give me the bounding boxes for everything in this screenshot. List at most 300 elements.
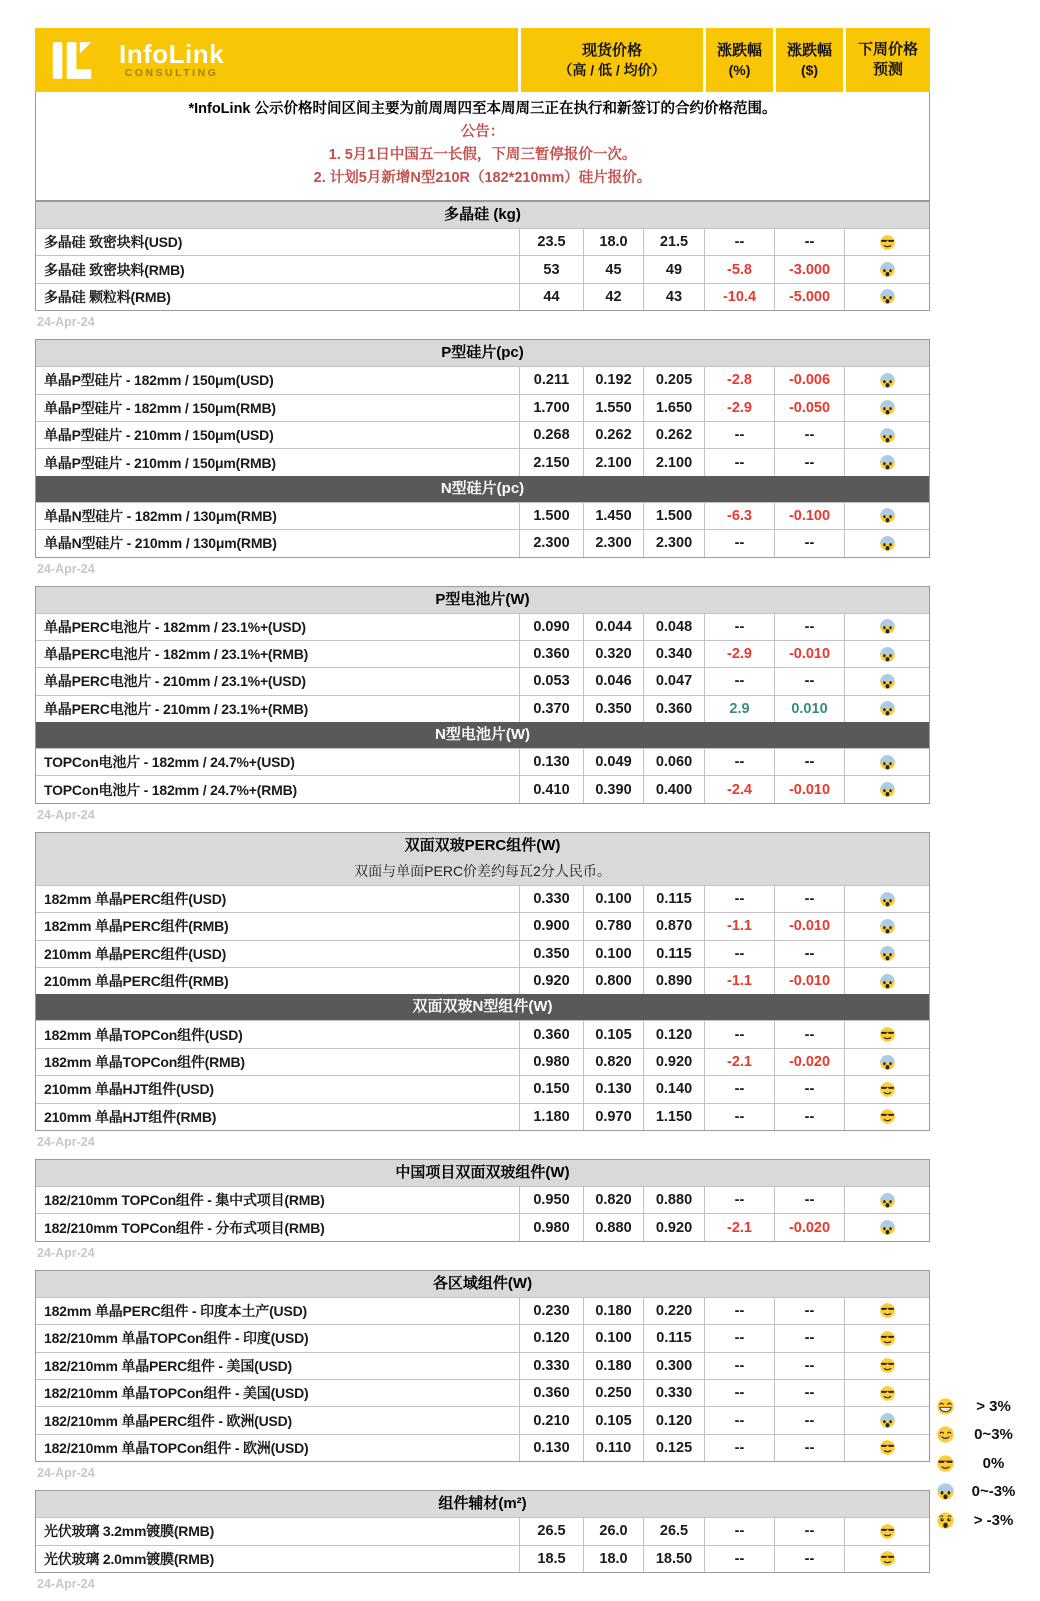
forecast-cell [844, 1518, 929, 1544]
usd-change-cell: -0.006 [774, 367, 844, 393]
section-header: P型硅片(pc) [36, 340, 929, 366]
scream-emoji-icon [879, 372, 896, 389]
usd-change-cell: -- [774, 1021, 844, 1047]
product-label: 单晶PERC电池片 - 210mm / 23.1%+(USD) [44, 673, 306, 690]
low-price-cell: 0.105 [583, 1407, 643, 1433]
column-header-spot-price [518, 28, 703, 92]
section-header: N型硅片(pc) [36, 476, 929, 502]
astonished-emoji-icon [932, 1511, 955, 1530]
high-price-cell: 0.980 [519, 1049, 583, 1075]
avg-price-cell: 0.890 [643, 968, 704, 994]
forecast-legend [932, 1392, 1032, 1535]
low-price-cell: 0.046 [583, 668, 643, 694]
infolink-monogram-icon [51, 40, 107, 81]
table-row [36, 366, 929, 393]
high-price-cell: 0.210 [519, 1407, 583, 1433]
avg-price-cell: 0.300 [643, 1353, 704, 1379]
product-label: 182/210mm TOPCon组件 - 分布式项目(RMB) [44, 1219, 325, 1236]
high-price-cell: 0.330 [519, 1353, 583, 1379]
cool-emoji-icon [932, 1454, 955, 1473]
low-price-cell: 2.300 [583, 530, 643, 556]
high-price-cell: 2.300 [519, 530, 583, 556]
low-price-cell: 1.450 [583, 503, 643, 529]
product-label: 光伏玻璃 3.2mm镀膜(RMB) [44, 1523, 215, 1540]
avg-price-cell: 0.115 [643, 1325, 704, 1351]
high-price-cell: 2.150 [519, 449, 583, 475]
product-label: 210mm 单晶PERC组件(RMB) [44, 973, 229, 990]
table-row [36, 394, 929, 421]
low-price-cell: 45 [583, 256, 643, 282]
forecast-cell [844, 668, 929, 694]
avg-price-cell: 0.920 [643, 1214, 704, 1240]
avg-price-cell: 0.220 [643, 1298, 704, 1324]
product-label: TOPCon电池片 - 182mm / 24.7%+(RMB) [44, 781, 297, 798]
usd-change-cell: -- [774, 749, 844, 775]
usd-change-cell: -- [774, 668, 844, 694]
pct-change-cell: 2.9 [704, 696, 774, 722]
high-price-cell: 0.350 [519, 941, 583, 967]
announcement-title: 公告： [460, 124, 505, 140]
avg-price-cell: 0.115 [643, 886, 704, 912]
high-price-cell: 0.360 [519, 1021, 583, 1047]
change-usd-unit: ($) [800, 62, 819, 78]
scream-emoji-icon [879, 754, 896, 771]
spot-price-subtitle: （高 / 低 / 均价） [558, 62, 666, 78]
section-header: 多晶硅 (kg) [36, 202, 929, 228]
pct-change-cell: -- [704, 229, 774, 255]
pct-change-cell: -- [704, 530, 774, 556]
forecast-cell [844, 1435, 929, 1461]
product-label: 单晶PERC电池片 - 182mm / 23.1%+(USD) [44, 618, 306, 635]
forecast-cell [844, 968, 929, 994]
table-row [36, 695, 929, 722]
high-price-cell: 0.980 [519, 1214, 583, 1240]
scream-emoji-icon [879, 1412, 896, 1429]
table-row [36, 1379, 929, 1406]
usd-change-cell: -- [774, 449, 844, 475]
product-label: 单晶N型硅片 - 210mm / 130μm(RMB) [44, 535, 277, 552]
avg-price-cell: 26.5 [643, 1518, 704, 1544]
scream-emoji-icon [879, 1192, 896, 1209]
forecast-cell [844, 284, 929, 310]
cool-emoji-icon [879, 1523, 896, 1540]
section-date: 24-Apr-24 [37, 561, 95, 576]
pct-change-cell: -10.4 [704, 284, 774, 310]
cool-emoji-icon [879, 1081, 896, 1098]
scream-emoji-icon [879, 535, 896, 552]
usd-change-cell: -0.010 [774, 641, 844, 667]
product-label: 单晶PERC电池片 - 182mm / 23.1%+(RMB) [44, 646, 309, 663]
pct-change-cell: -2.8 [704, 367, 774, 393]
avg-price-cell: 1.500 [643, 503, 704, 529]
usd-change-cell: -- [774, 1518, 844, 1544]
table-row [36, 940, 929, 967]
forecast-cell [844, 530, 929, 556]
section-header: 双面双玻N型组件(W) [36, 994, 929, 1020]
avg-price-cell: 0.340 [643, 641, 704, 667]
high-price-cell: 26.5 [519, 1518, 583, 1544]
low-price-cell: 0.192 [583, 367, 643, 393]
brand-name: InfoLink [119, 38, 225, 69]
change-pct-unit: (%) [728, 62, 751, 78]
spot-price-title: 现货价格 [581, 42, 642, 59]
pct-change-cell: -2.1 [704, 1049, 774, 1075]
scream-emoji-icon [879, 399, 896, 416]
table-row [36, 448, 929, 475]
pct-change-cell: -- [704, 1298, 774, 1324]
pct-change-cell: -- [704, 1353, 774, 1379]
product-label: 182/210mm TOPCon组件 - 集中式项目(RMB) [44, 1192, 325, 1209]
forecast-cell [844, 614, 929, 640]
forecast-cell [844, 1076, 929, 1102]
notice-box [35, 92, 930, 201]
pct-change-cell: -- [704, 1076, 774, 1102]
high-price-cell: 0.900 [519, 913, 583, 939]
low-price-cell: 0.100 [583, 1325, 643, 1351]
section-header: 组件辅材(m²) [36, 1491, 929, 1517]
legend-row [932, 1421, 1032, 1450]
low-price-cell: 0.320 [583, 641, 643, 667]
avg-price-cell: 43 [643, 284, 704, 310]
avg-price-cell: 0.120 [643, 1407, 704, 1433]
pct-change-cell: -6.3 [704, 503, 774, 529]
product-label: TOPCon电池片 - 182mm / 24.7%+(USD) [44, 754, 295, 771]
scream-emoji-icon [879, 507, 896, 524]
pct-change-cell: -2.9 [704, 641, 774, 667]
usd-change-cell: -0.010 [774, 968, 844, 994]
scream-emoji-icon [879, 618, 896, 635]
high-price-cell: 0.211 [519, 367, 583, 393]
pct-change-cell: -5.8 [704, 256, 774, 282]
high-price-cell: 0.330 [519, 886, 583, 912]
table-row [36, 640, 929, 667]
forecast-cell [844, 641, 929, 667]
avg-price-cell: 0.262 [643, 422, 704, 448]
forecast-cell [844, 1353, 929, 1379]
low-price-cell: 0.100 [583, 941, 643, 967]
forecast-cell [844, 913, 929, 939]
usd-change-cell: -- [774, 1325, 844, 1351]
usd-change-cell: -- [774, 886, 844, 912]
table-row [36, 1324, 929, 1351]
section-header: 中国项目双面双玻组件(W) [36, 1160, 929, 1186]
forecast-cell [844, 367, 929, 393]
avg-price-cell: 18.50 [643, 1546, 704, 1572]
table-row [36, 228, 929, 255]
section-date: 24-Apr-24 [37, 1576, 95, 1591]
forecast-cell [844, 1325, 929, 1351]
price-tables [35, 201, 930, 1601]
avg-price-cell: 0.205 [643, 367, 704, 393]
avg-price-cell: 0.047 [643, 668, 704, 694]
usd-change-cell: -- [774, 1076, 844, 1102]
cool-emoji-icon [879, 234, 896, 251]
avg-price-cell: 1.150 [643, 1104, 704, 1130]
low-price-cell: 0.110 [583, 1435, 643, 1461]
price-table-group [35, 832, 930, 1131]
scream-emoji-icon [879, 288, 896, 305]
pct-change-cell: -- [704, 1407, 774, 1433]
low-price-cell: 26.0 [583, 1518, 643, 1544]
product-label: 单晶P型硅片 - 210mm / 150μm(RMB) [44, 454, 276, 471]
table-row [36, 283, 929, 310]
avg-price-cell: 21.5 [643, 229, 704, 255]
forecast-cell [844, 1407, 929, 1433]
usd-change-cell: -0.100 [774, 503, 844, 529]
forecast-cell [844, 229, 929, 255]
high-price-cell: 0.360 [519, 641, 583, 667]
table-row [36, 912, 929, 939]
cool-emoji-icon [879, 1330, 896, 1347]
pct-change-cell: -- [704, 1518, 774, 1544]
table-row [36, 1517, 929, 1544]
smile-emoji-icon [932, 1425, 955, 1444]
high-price-cell: 0.150 [519, 1076, 583, 1102]
usd-change-cell: -5.000 [774, 284, 844, 310]
product-label: 182mm 单晶PERC组件(USD) [44, 891, 227, 908]
price-report [35, 28, 930, 1601]
usd-change-cell: -- [774, 1407, 844, 1433]
product-label: 182/210mm 单晶TOPCon组件 - 印度(USD) [44, 1330, 309, 1347]
usd-change-cell: -0.010 [774, 913, 844, 939]
product-label: 单晶N型硅片 - 182mm / 130μm(RMB) [44, 507, 277, 524]
product-label: 光伏玻璃 2.0mm镀膜(RMB) [44, 1550, 215, 1567]
forecast-cell [844, 1049, 929, 1075]
usd-change-cell: -- [774, 1546, 844, 1572]
legend-row [932, 1478, 1032, 1507]
usd-change-cell: -0.020 [774, 1049, 844, 1075]
high-price-cell: 44 [519, 284, 583, 310]
disclaimer-text: *InfoLink 公示价格时间区间主要为前周周四至本周周三正在执行和新签订的合约价格范围。 [188, 101, 777, 117]
change-pct-title: 涨跌幅 [716, 42, 762, 59]
price-table-group [35, 1270, 930, 1462]
table-row [36, 1103, 929, 1130]
forecast-cell [844, 256, 929, 282]
pct-change-cell: -- [704, 1104, 774, 1130]
table-row [36, 1352, 929, 1379]
pct-change-cell: -2.4 [704, 776, 774, 802]
scream-emoji-icon [879, 261, 896, 278]
price-table-group [35, 1490, 930, 1573]
product-label: 多晶硅 致密块料(RMB) [44, 261, 185, 278]
usd-change-cell: -- [774, 1187, 844, 1213]
avg-price-cell: 0.140 [643, 1076, 704, 1102]
scream-emoji-icon [879, 781, 896, 798]
forecast-cell [844, 1546, 929, 1572]
pct-change-cell: -- [704, 422, 774, 448]
table-row [36, 1434, 929, 1461]
product-label: 单晶P型硅片 - 182mm / 150μm(RMB) [44, 399, 276, 416]
avg-price-cell: 0.360 [643, 696, 704, 722]
usd-change-cell: -- [774, 1353, 844, 1379]
usd-change-cell: -- [774, 530, 844, 556]
high-price-cell: 0.120 [519, 1325, 583, 1351]
avg-price-cell: 49 [643, 256, 704, 282]
product-label: 单晶PERC电池片 - 210mm / 23.1%+(RMB) [44, 700, 309, 717]
forecast-cell [844, 941, 929, 967]
high-price-cell: 0.950 [519, 1187, 583, 1213]
product-label: 182/210mm 单晶PERC组件 - 美国(USD) [44, 1357, 293, 1374]
cool-emoji-icon [879, 1385, 896, 1402]
infolink-logo [35, 28, 518, 92]
pct-change-cell: -- [704, 1325, 774, 1351]
announcement-item-1: 1. 5月1日中国五一长假，下周三暂停报价一次。 [328, 147, 637, 163]
product-label: 182mm 单晶TOPCon组件(RMB) [44, 1054, 245, 1070]
table-row [36, 667, 929, 694]
cool-emoji-icon [879, 1108, 896, 1125]
cool-emoji-icon [879, 1550, 896, 1567]
usd-change-cell: 0.010 [774, 696, 844, 722]
usd-change-cell: -3.000 [774, 256, 844, 282]
low-price-cell: 0.390 [583, 776, 643, 802]
scream-emoji-icon [879, 918, 896, 935]
pct-change-cell: -1.1 [704, 913, 774, 939]
legend-label: > 3% [976, 1397, 1011, 1415]
pct-change-cell: -- [704, 749, 774, 775]
legend-row [932, 1449, 1032, 1478]
low-price-cell: 0.880 [583, 1214, 643, 1240]
section-date: 24-Apr-24 [37, 807, 95, 822]
avg-price-cell: 2.100 [643, 449, 704, 475]
table-row [36, 1213, 929, 1240]
table-row [36, 255, 929, 282]
low-price-cell: 0.049 [583, 749, 643, 775]
avg-price-cell: 0.115 [643, 941, 704, 967]
section-header: N型电池片(W) [36, 722, 929, 748]
price-table-group [35, 201, 930, 311]
low-price-cell: 0.044 [583, 614, 643, 640]
column-header-change-pct [703, 28, 773, 92]
forecast-cell [844, 1298, 929, 1324]
scream-emoji-icon [879, 700, 896, 717]
product-label: 单晶P型硅片 - 210mm / 150μm(USD) [44, 427, 274, 444]
avg-price-cell: 0.060 [643, 749, 704, 775]
product-label: 182/210mm 单晶PERC组件 - 欧洲(USD) [44, 1412, 293, 1429]
product-label: 182mm 单晶PERC组件(RMB) [44, 918, 229, 935]
low-price-cell: 0.780 [583, 913, 643, 939]
price-table-group [35, 1159, 930, 1242]
usd-change-cell: -0.020 [774, 1214, 844, 1240]
low-price-cell: 18.0 [583, 229, 643, 255]
table-row [36, 1545, 929, 1572]
forecast-cell [844, 1104, 929, 1130]
forecast-cell [844, 1380, 929, 1406]
table-row [36, 775, 929, 802]
product-label: 210mm 单晶HJT组件(USD) [44, 1081, 214, 1098]
column-header-change-usd [773, 28, 843, 92]
high-price-cell: 23.5 [519, 229, 583, 255]
announcement-item-2: 2. 计划5月新增N型210R（182*210mm）硅片报价。 [313, 170, 652, 186]
table-row [36, 885, 929, 912]
avg-price-cell: 0.120 [643, 1021, 704, 1047]
high-price-cell: 0.410 [519, 776, 583, 802]
usd-change-cell: -0.050 [774, 395, 844, 421]
scream-emoji-icon [932, 1482, 955, 1501]
low-price-cell: 0.100 [583, 886, 643, 912]
column-header-forecast [843, 28, 930, 92]
forecast-cell [844, 1214, 929, 1240]
legend-row [932, 1392, 1032, 1421]
product-label: 182/210mm 单晶TOPCon组件 - 美国(USD) [44, 1385, 309, 1402]
forecast-cell [844, 422, 929, 448]
scream-emoji-icon [879, 646, 896, 663]
table-row [36, 1075, 929, 1102]
usd-change-cell: -- [774, 1380, 844, 1406]
avg-price-cell: 0.330 [643, 1380, 704, 1406]
product-label: 182mm 单晶TOPCon组件(USD) [44, 1026, 243, 1043]
low-price-cell: 0.800 [583, 968, 643, 994]
high-price-cell: 1.500 [519, 503, 583, 529]
low-price-cell: 2.100 [583, 449, 643, 475]
scream-emoji-icon [879, 973, 896, 990]
usd-change-cell: -- [774, 229, 844, 255]
scream-emoji-icon [879, 1054, 896, 1071]
forecast-cell [844, 886, 929, 912]
brand-text [119, 38, 225, 80]
pct-change-cell: -2.1 [704, 1214, 774, 1240]
usd-change-cell: -- [774, 1298, 844, 1324]
pct-change-cell: -2.9 [704, 395, 774, 421]
high-price-cell: 0.130 [519, 1435, 583, 1461]
pct-change-cell: -- [704, 1187, 774, 1213]
legend-label: 0~-3% [971, 1483, 1016, 1501]
table-row [36, 421, 929, 448]
product-label: 182/210mm 单晶TOPCon组件 - 欧洲(USD) [44, 1439, 309, 1456]
high-price-cell: 0.053 [519, 668, 583, 694]
section-date: 24-Apr-24 [37, 1466, 95, 1481]
forecast-title-line1: 下周价格 [857, 41, 918, 58]
product-label: 多晶硅 致密块料(USD) [44, 234, 183, 251]
high-price-cell: 18.5 [519, 1546, 583, 1572]
high-price-cell: 0.268 [519, 422, 583, 448]
product-label: 多晶硅 颗粒料(RMB) [44, 288, 171, 305]
usd-change-cell: -- [774, 1435, 844, 1461]
low-price-cell: 0.820 [583, 1049, 643, 1075]
table-row [36, 1297, 929, 1324]
section-note: 双面与单面PERC价差约每瓦2分人民币。 [36, 859, 929, 885]
forecast-title-line2: 预测 [872, 61, 903, 78]
section-date: 24-Apr-24 [37, 1245, 95, 1260]
product-label: 单晶P型硅片 - 182mm / 150μm(USD) [44, 372, 274, 389]
section-date: 24-Apr-24 [37, 315, 95, 330]
brand-subtitle: CONSULTING [124, 66, 219, 79]
low-price-cell: 18.0 [583, 1546, 643, 1572]
avg-price-cell: 1.650 [643, 395, 704, 421]
high-price-cell: 1.180 [519, 1104, 583, 1130]
low-price-cell: 0.820 [583, 1187, 643, 1213]
high-price-cell: 0.130 [519, 749, 583, 775]
price-table-group [35, 586, 930, 804]
table-row [36, 1020, 929, 1047]
table-row [36, 1048, 929, 1075]
legend-label: 0~3% [974, 1426, 1013, 1444]
table-row [36, 502, 929, 529]
high-price-cell: 0.370 [519, 696, 583, 722]
low-price-cell: 0.180 [583, 1298, 643, 1324]
avg-price-cell: 0.920 [643, 1049, 704, 1075]
low-price-cell: 42 [583, 284, 643, 310]
forecast-cell [844, 1187, 929, 1213]
scream-emoji-icon [879, 427, 896, 444]
table-row [36, 613, 929, 640]
low-price-cell: 0.105 [583, 1021, 643, 1047]
scream-emoji-icon [879, 945, 896, 962]
avg-price-cell: 0.400 [643, 776, 704, 802]
cool-emoji-icon [879, 1026, 896, 1043]
forecast-cell [844, 395, 929, 421]
grin-emoji-icon [932, 1397, 955, 1416]
product-label: 210mm 单晶HJT组件(RMB) [44, 1108, 217, 1125]
